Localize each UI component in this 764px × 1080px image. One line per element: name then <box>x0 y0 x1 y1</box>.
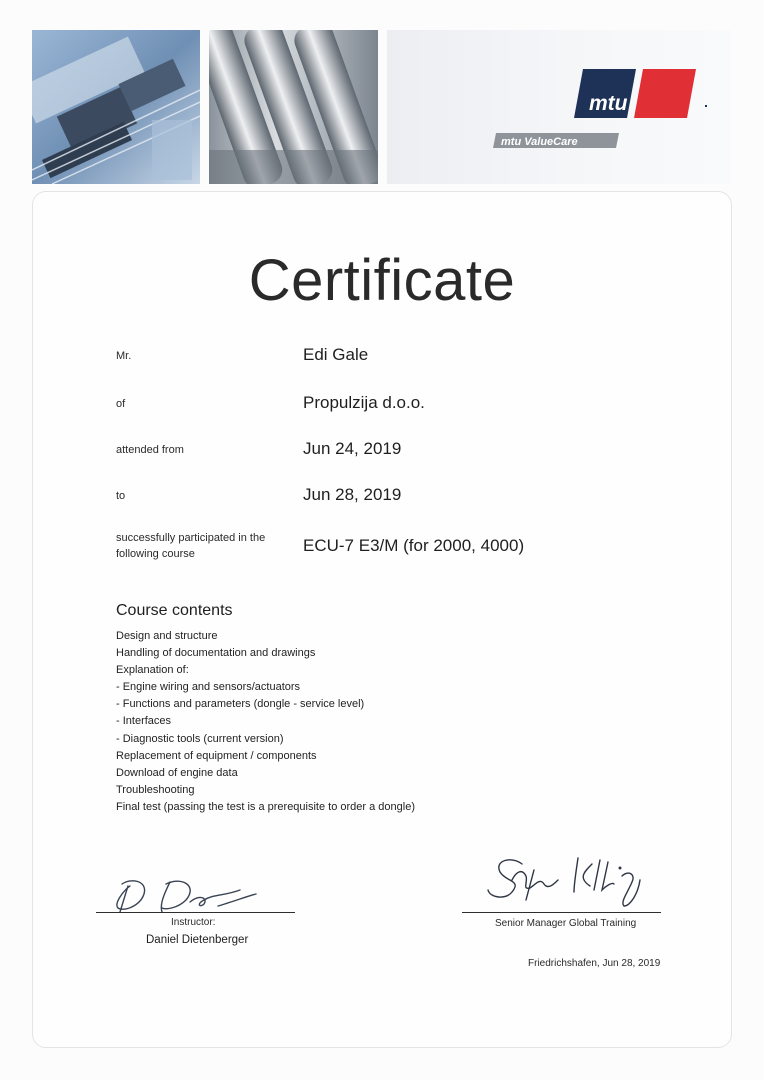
field-label-of: of <box>116 398 126 410</box>
header-photo-circuit-board <box>32 30 200 184</box>
list-item: Download of engine data <box>116 766 238 779</box>
field-label-participated-line2: following course <box>116 548 195 560</box>
list-item: - Functions and parameters (dongle - service level) <box>116 698 365 711</box>
logo-panel <box>387 30 731 184</box>
valuecare-band <box>493 133 619 148</box>
list-item: Design and structure <box>116 630 218 642</box>
field-value-start-date: Jun 24, 2019 <box>303 439 402 458</box>
instructor-role-label: Instructor: <box>171 917 216 928</box>
list-item: Handling of documentation and drawings <box>116 647 316 660</box>
list-item: Troubleshooting <box>116 783 195 796</box>
certificate-title: Certificate <box>248 248 516 313</box>
field-label-salutation: Mr. <box>116 350 132 362</box>
field-value-name: Edi Gale <box>303 345 369 364</box>
field-label-attended-from: attended from <box>116 444 184 456</box>
field-value-company: Propulzija d.o.o. <box>303 393 425 412</box>
list-item: Final test (passing the test is a prerequisite to order a dongle) <box>116 800 415 813</box>
list-item: - Diagnostic tools (current version) <box>116 732 284 745</box>
mtu-logo <box>574 69 696 118</box>
manager-role-label: Senior Manager Global Training <box>495 918 637 929</box>
instructor-signature-line <box>96 912 295 913</box>
manager-signature <box>482 850 662 910</box>
list-item: - Interfaces <box>116 715 172 728</box>
logo-text: mtu <box>589 92 628 115</box>
list-item: - Engine wiring and sensors/actuators <box>116 681 301 694</box>
field-label-to: to <box>116 490 126 502</box>
field-value-course: ECU-7 E3/M (for 2000, 4000) <box>303 536 525 555</box>
place-date: Friedrichshafen, Jun 28, 2019 <box>528 958 661 969</box>
valuecare-text: mtu ValueCare <box>501 136 578 148</box>
header-photo-engine <box>209 30 378 184</box>
list-item: Explanation of: <box>116 664 189 677</box>
field-label-participated-line1: successfully participated in the <box>116 532 266 544</box>
course-contents-list <box>116 628 415 816</box>
field-value-end-date: Jun 28, 2019 <box>303 485 402 504</box>
list-item: Replacement of equipment / components <box>116 749 317 762</box>
course-contents-heading: Course contents <box>116 602 233 619</box>
instructor-name: Daniel Dietenberger <box>146 934 249 946</box>
manager-signature-line <box>462 912 661 913</box>
